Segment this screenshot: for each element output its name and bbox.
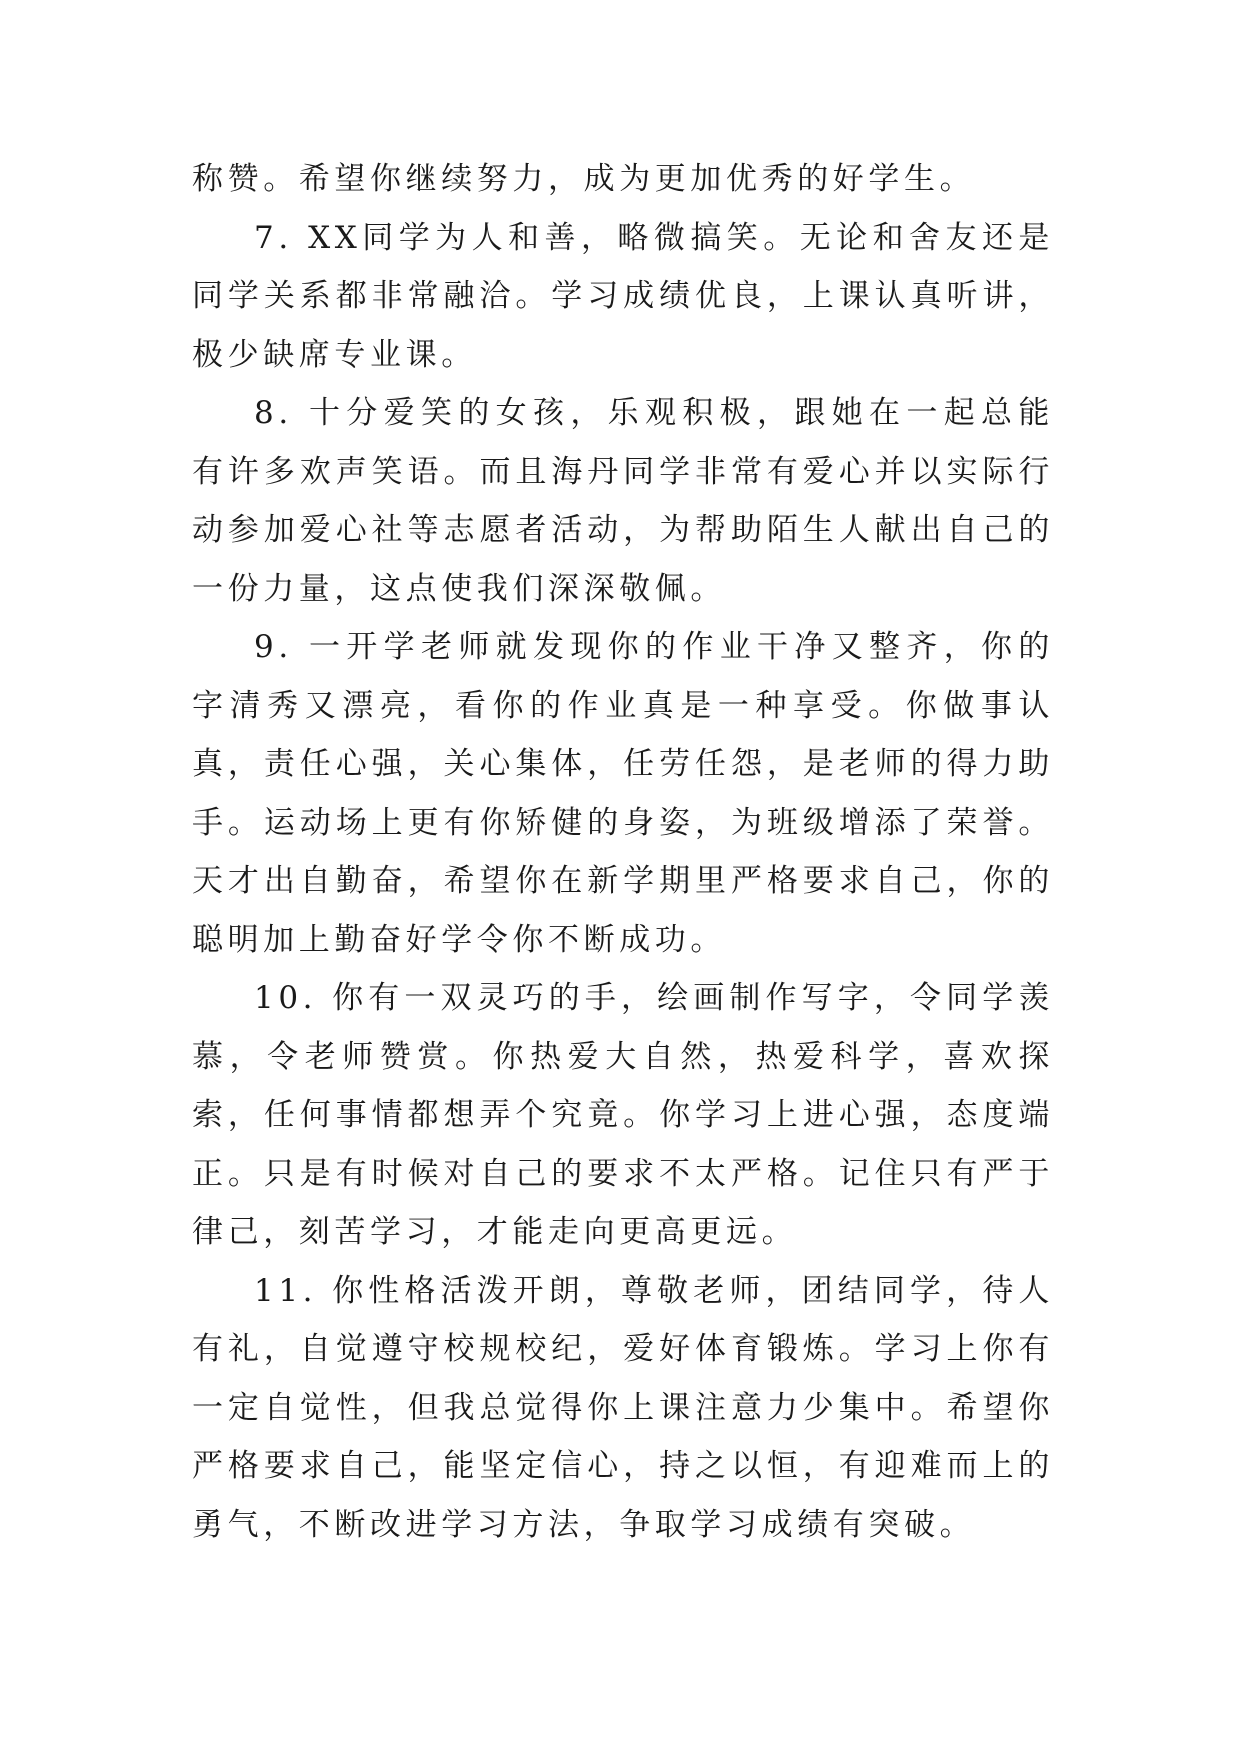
paragraph-comment-7: 7. XX同学为人和善，略微搞笑。无论和舍友还是同学关系都非常融洽。学习成绩优良，上课认真听讲，极少缺席专业课。: [192, 219, 1054, 373]
paragraph-comment-8: 8. 十分爱笑的女孩，乐观积极，跟她在一起总能有许多欢声笑语。而且海丹同学非常有爱心并以实际行动参加爱心社等志愿者活动，为帮助陌生人献出自己的一份力量，这点使我们深深敬佩。: [192, 395, 1054, 607]
paragraph-comment-9: 9. 一开学老师就发现你的作业干净又整齐，你的字清秀又漂亮，看你的作业真是一种享受。你做事认真，责任心强，关心集体，任劳任怨，是老师的得力助手。运动场上更有你矫健的身姿，为班级增添了荣誉。天才出自勤奋，希望你在新学期里严格要求自己，你的聪明加上勤奋好学令你不断成功。: [192, 629, 1054, 958]
document-body: [192, 150, 1054, 1554]
paragraph-continued: 称赞。希望你继续努力，成为更加优秀的好学生。: [192, 161, 976, 197]
paragraph-comment-10: 10. 你有一双灵巧的手，绘画制作写字，令同学羡慕，令老师赞赏。你热爱大自然，热爱科学，喜欢探索，任何事情都想弄个究竟。你学习上进心强，态度端正。只是有时候对自己的要求不太严格。记住只有严于律己，刻苦学习，才能走向更高更远。: [192, 980, 1054, 1250]
paragraph-comment-11: 11. 你性格活泼开朗，尊敬老师，团结同学，待人有礼，自觉遵守校规校纪，爱好体育锻炼。学习上你有一定自觉性，但我总觉得你上课注意力少集中。希望你严格要求自己，能坚定信心，持之以恒，有迎难而上的勇气，不断改进学习方法，争取学习成绩有突破。: [192, 1272, 1054, 1543]
